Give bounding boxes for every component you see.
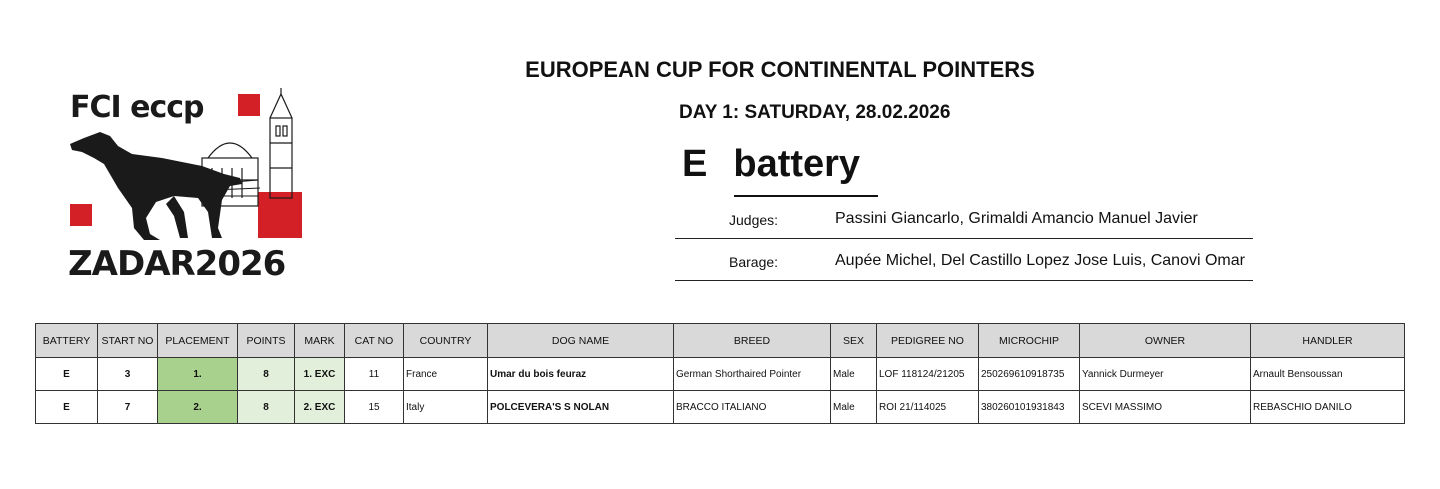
cell-placement: 2.	[158, 391, 238, 424]
cell-pedigree-no: LOF 118124/21205	[877, 358, 979, 391]
cell-microchip: 250269610918735	[979, 358, 1080, 391]
col-mark: MARK	[295, 324, 345, 358]
cell-microchip: 380260101931843	[979, 391, 1080, 424]
battery-letter: E	[682, 143, 708, 185]
cell-dog-name: POLCEVERA'S S NOLAN	[488, 391, 674, 424]
barage-label: Barage:	[729, 254, 779, 270]
col-breed: BREED	[674, 324, 831, 358]
cell-handler: REBASCHIO DANILO	[1251, 391, 1405, 424]
day-heading: DAY 1: SATURDAY, 28.02.2026	[679, 102, 951, 123]
col-points: POINTS	[238, 324, 295, 358]
cell-sex: Male	[831, 391, 877, 424]
cell-owner: SCEVI MASSIMO	[1080, 391, 1251, 424]
page-title: EUROPEAN CUP FOR CONTINENTAL POINTERS	[525, 57, 1035, 82]
battery-underline	[734, 195, 878, 197]
battery-heading	[682, 143, 860, 186]
col-battery: BATTERY	[36, 324, 98, 358]
col-microchip: MICROCHIP	[979, 324, 1080, 358]
barage-value: Aupée Michel, Del Castillo Lopez Jose Luis, Canovi Omar	[835, 252, 1245, 269]
judges-row	[675, 202, 1253, 239]
header-row	[36, 324, 1405, 358]
col-owner: OWNER	[1080, 324, 1251, 358]
col-cat-no: CAT NO	[345, 324, 404, 358]
logo-bottom-text: ZADAR2026	[68, 244, 286, 284]
cell-battery: E	[36, 391, 98, 424]
table-row	[36, 358, 1405, 391]
cell-handler: Arnault Bensoussan	[1251, 358, 1405, 391]
cell-cat-no: 11	[345, 358, 404, 391]
cell-dog-name: Umar du bois feuraz	[488, 358, 674, 391]
cell-country: France	[404, 358, 488, 391]
col-pedigree-no: PEDIGREE NO	[877, 324, 979, 358]
table-row	[36, 391, 1405, 424]
judges-label: Judges:	[729, 212, 779, 228]
logo-top-text: FCI eccp	[70, 90, 204, 125]
col-placement: PLACEMENT	[158, 324, 238, 358]
cell-points: 8	[238, 391, 295, 424]
cell-owner: Yannick Durmeyer	[1080, 358, 1251, 391]
col-sex: SEX	[831, 324, 877, 358]
cell-cat-no: 15	[345, 391, 404, 424]
cell-start-no: 3	[98, 358, 158, 391]
col-start-no: START NO	[98, 324, 158, 358]
eccp-logo	[62, 88, 312, 288]
cell-start-no: 7	[98, 391, 158, 424]
cell-placement: 1.	[158, 358, 238, 391]
cell-breed: BRACCO ITALIANO	[674, 391, 831, 424]
cell-country: Italy	[404, 391, 488, 424]
cell-mark: 1. EXC	[295, 358, 345, 391]
cell-mark: 2. EXC	[295, 391, 345, 424]
results-table	[35, 323, 1405, 424]
col-dog-name: DOG NAME	[488, 324, 674, 358]
cell-pedigree-no: ROI 21/114025	[877, 391, 979, 424]
col-country: COUNTRY	[404, 324, 488, 358]
barage-row	[675, 244, 1253, 281]
judges-value: Passini Giancarlo, Grimaldi Amancio Manuel Javier	[835, 210, 1198, 227]
col-handler: HANDLER	[1251, 324, 1405, 358]
cell-points: 8	[238, 358, 295, 391]
cell-sex: Male	[831, 358, 877, 391]
cell-battery: E	[36, 358, 98, 391]
battery-word: battery	[733, 143, 861, 185]
cell-breed: German Shorthaired Pointer	[674, 358, 831, 391]
